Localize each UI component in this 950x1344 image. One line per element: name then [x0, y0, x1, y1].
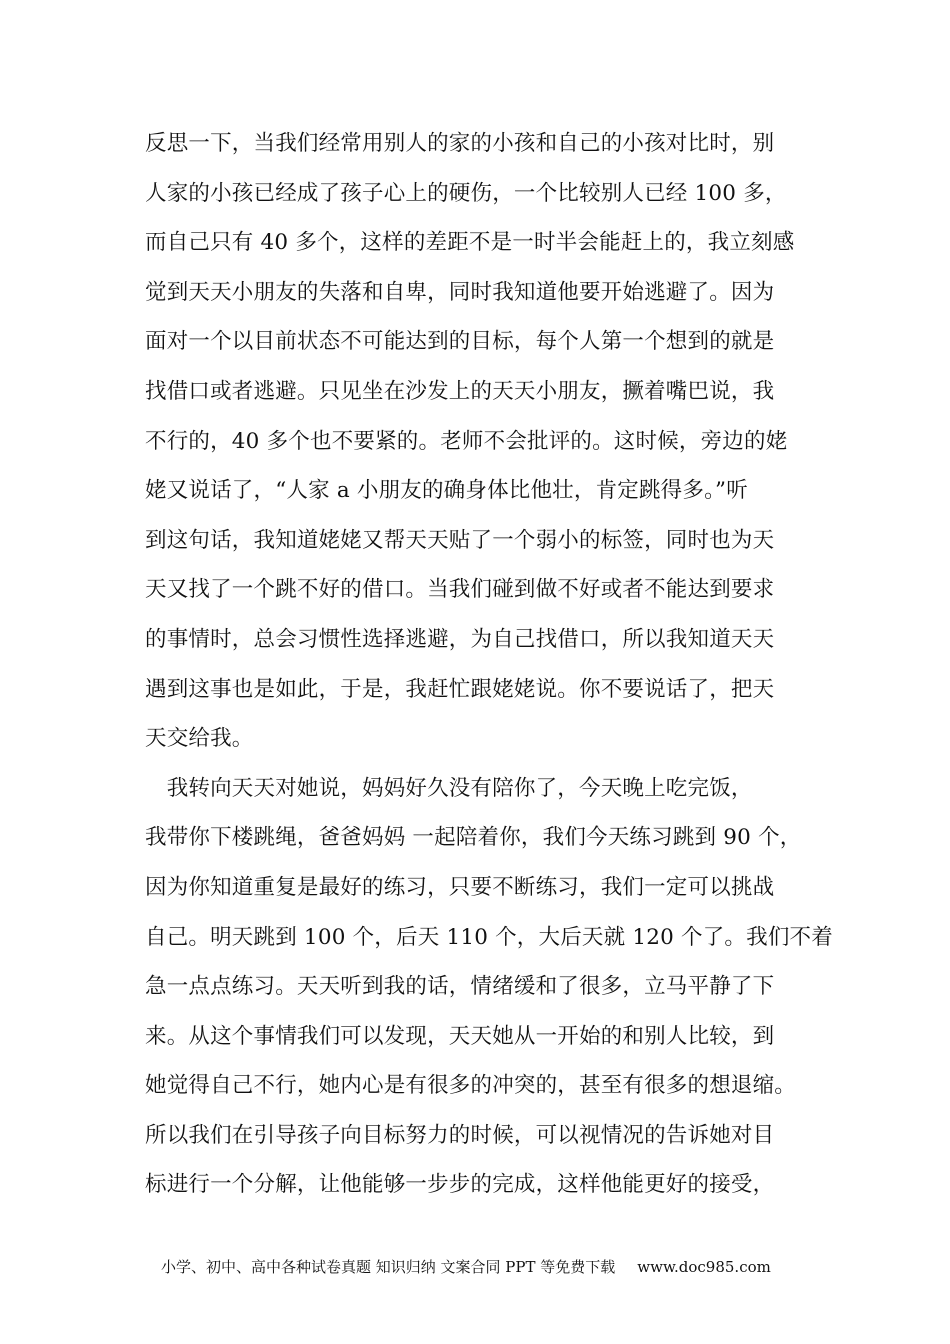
text-line: 姥又说话了，“人家 a 小朋友的确身体比他壮，肯定跳得多。”听: [145, 478, 748, 504]
text-line: 所以我们在引导孩子向目标努力的时候，可以视情况的告诉她对目: [145, 1122, 775, 1148]
paragraph-start-line: 我转向天天对她说，妈妈好久没有陪你了，今天晚上吃完饭，: [145, 775, 753, 801]
footer-url: www.doc985.com: [637, 1258, 771, 1276]
text-line: 遇到这事也是如此，于是，我赶忙跟姥姥说。你不要说话了，把天: [145, 676, 775, 702]
page-footer: [161, 1255, 771, 1279]
text-line: 到这句话，我知道姥姥又帮天天贴了一个弱小的标签，同时也为天: [145, 527, 775, 553]
text-line: 觉到天天小朋友的失落和自卑，同时我知道他要开始逃避了。因为: [145, 279, 775, 305]
text-line: 因为你知道重复是最好的练习，只要不断练习，我们一定可以挑战: [145, 874, 775, 900]
body-text: [145, 119, 833, 1210]
text-line: 来。从这个事情我们可以发现，天天她从一开始的和别人比较，到: [145, 1023, 775, 1049]
text-line: 自己。明天跳到 100 个，后天 110 个，大后天就 120 个了。我们不着: [145, 924, 833, 950]
text-line: 我带你下楼跳绳，爸爸妈妈 一起陪着你，我们今天练习跳到 90 个，: [145, 825, 802, 851]
text-line: 面对一个以目前状态不可能达到的目标，每个人第一个想到的就是: [145, 329, 775, 355]
text-line: 人家的小孩已经成了孩子心上的硬伤，一个比较别人已经 100 多，: [145, 180, 787, 206]
text-line: 反思一下，当我们经常用别人的家的小孩和自己的小孩对比时，别: [145, 131, 775, 156]
text-line: 标进行一个分解，让他能够一步步的完成，这样他能更好的接受，: [145, 1172, 775, 1198]
text-line: 不行的，40 多个也不要紧的。老师不会批评的。这时候，旁边的姥: [145, 428, 788, 454]
text-line: 找借口或者逃避。只见坐在沙发上的天天小朋友，撅着嘴巴说，我: [145, 378, 775, 404]
text-line: 的事情时，总会习惯性选择逃避，为自己找借口，所以我知道天天: [145, 626, 775, 652]
text-line: 天又找了一个跳不好的借口。当我们碰到做不好或者不能达到要求: [145, 577, 775, 603]
text-line: 而自己只有 40 多个，这样的差距不是一时半会能赶上的，我立刻感: [145, 230, 795, 256]
text-line: 天交给我。: [145, 726, 254, 752]
text-line: 急一点点练习。天天听到我的话，情绪缓和了很多，立马平静了下: [145, 974, 775, 1000]
text-line: 她觉得自己不行，她内心是有很多的冲突的，甚至有很多的想退缩。: [145, 1073, 797, 1099]
footer-text: 小学、初中、高中各种试卷真题 知识归纳 文案合同 PPT 等免费下载: [161, 1258, 616, 1276]
